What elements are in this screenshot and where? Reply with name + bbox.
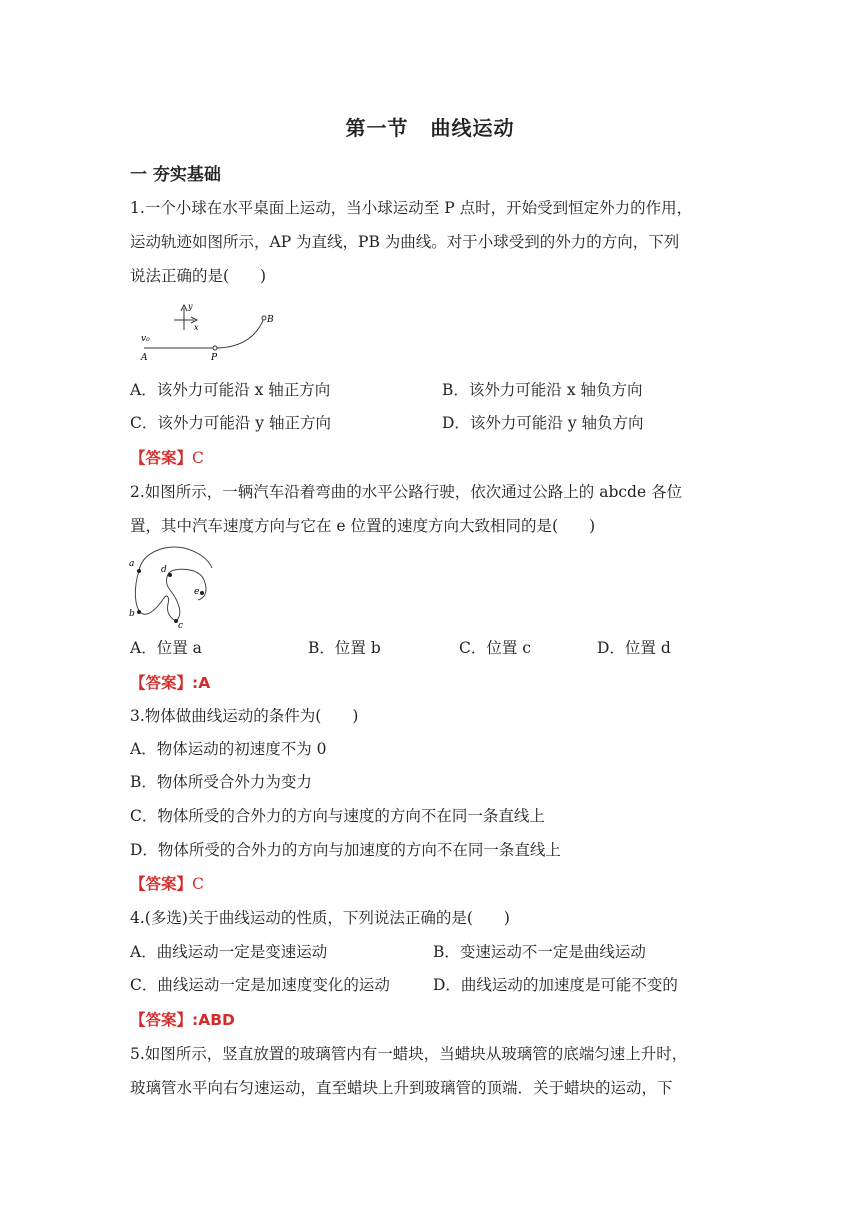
section-heading: 一 夯实基础 — [130, 165, 221, 185]
q3-option-a: A．物体运动的初速度不为 0 — [130, 740, 327, 758]
q4-option-d: D．曲线运动的加速度是可能不变的 — [433, 976, 678, 994]
q4-answer — [130, 1010, 235, 1030]
q3-option-d: D．物体所受的合外力的方向与加速度的方向不在同一条直线上 — [130, 841, 561, 859]
q2-fig-b-label: b — [129, 609, 135, 619]
q1-line-1: 1.一个小球在水平桌面上运动，当小球运动至 P 点时，开始受到恒定外力的作用， — [130, 199, 693, 217]
q4-option-c: C．曲线运动一定是加速度变化的运动 — [130, 976, 390, 994]
q1-answer — [130, 448, 204, 468]
q2-option-b: B．位置 b — [308, 639, 381, 657]
q4-answer-label: 【答案】: — [130, 1011, 199, 1029]
q1-option-a: A．该外力可能沿 x 轴正方向 — [130, 381, 331, 399]
q4-answer-value: ABD — [198, 1011, 235, 1029]
q1-fig-a-label: A — [141, 353, 148, 363]
q1-fig-v0-label: v₀ — [141, 334, 150, 344]
q4-line-1: 4.(多选)关于曲线运动的性质，下列说法正确的是( ) — [130, 909, 510, 927]
q2-option-a: A．位置 a — [130, 639, 202, 657]
q3-answer — [130, 874, 204, 894]
q2-option-c: C．位置 c — [459, 639, 531, 657]
q2-option-d: D．位置 d — [597, 639, 671, 657]
q1-fig-b-label: B — [267, 315, 274, 325]
q2-line-2: 置，其中汽车速度方向与它在 e 位置的速度方向大致相同的是( ) — [130, 517, 596, 535]
q3-line-1: 3.物体做曲线运动的条件为( ) — [130, 707, 359, 725]
q1-answer-value: C — [192, 449, 204, 467]
page-title — [0, 112, 860, 141]
q1-line-2: 运动轨迹如图所示，AP 为直线，PB 为曲线。对于小球受到的外力的方向，下列 — [130, 233, 680, 251]
q2-fig-e-label: e — [194, 587, 200, 597]
title-topic: 曲线运动 — [430, 116, 515, 140]
q1-fig-p-label: P — [211, 353, 218, 363]
q3-option-c: C．物体所受的合外力的方向与速度的方向不在同一条直线上 — [130, 807, 545, 825]
q5-line-2: 玻璃管水平向右匀速运动，直至蜡块上升到玻璃管的顶端．关于蜡块的运动，下 — [130, 1079, 673, 1097]
q2-fig-c-label: c — [178, 621, 184, 630]
q1-line-3: 说法正确的是( ) — [130, 267, 267, 285]
q2-fig-d-label: d — [161, 565, 167, 575]
q3-answer-label: 【答案】 — [130, 875, 193, 893]
q1-answer-label: 【答案】 — [130, 449, 193, 467]
q1-option-d: D．该外力可能沿 y 轴负方向 — [442, 414, 644, 432]
q1-trajectory-figure — [136, 296, 286, 366]
q2-answer-label: 【答案】: — [130, 674, 199, 692]
title-section-number: 第一节 — [345, 116, 409, 140]
q2-fig-a-label: a — [129, 559, 135, 569]
q3-option-b: B．物体所受合外力为变力 — [130, 773, 312, 791]
q1-fig-x-label: x — [194, 323, 199, 332]
q2-answer-value: A — [198, 674, 211, 692]
q4-option-b: B．变速运动不一定是曲线运动 — [433, 943, 646, 961]
q1-option-c: C．该外力可能沿 y 轴正方向 — [130, 414, 331, 432]
q3-answer-value: C — [192, 875, 204, 893]
q1-fig-y-label: y — [188, 302, 193, 311]
q5-line-1: 5.如图所示，竖直放置的玻璃管内有一蜡块，当蜡块从玻璃管的底端匀速上升时， — [130, 1045, 688, 1063]
q2-answer — [130, 673, 210, 693]
q4-option-a: A．曲线运动一定是变速运动 — [130, 943, 328, 961]
q1-option-b: B．该外力可能沿 x 轴负方向 — [442, 381, 643, 399]
q2-line-1: 2.如图所示，一辆汽车沿着弯曲的水平公路行驶，依次通过公路上的 abcde 各位 — [130, 483, 683, 501]
q2-road-figure — [126, 542, 222, 630]
